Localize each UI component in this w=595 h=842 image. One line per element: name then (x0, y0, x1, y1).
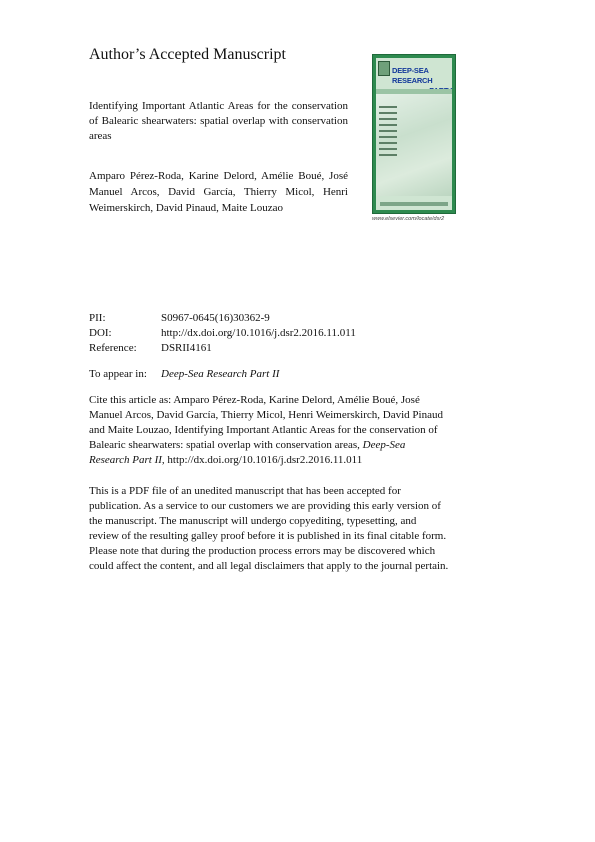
disclaimer-paragraph (89, 484, 495, 574)
cover-contents-list (379, 106, 397, 160)
elsevier-logo-icon (378, 61, 390, 76)
doi-link[interactable]: http://dx.doi.org/10.1016/j.dsr2.2016.11.011 (161, 327, 356, 339)
citation-journal-italic: Deep-Sea (362, 439, 406, 451)
reference-label: Reference: (89, 342, 137, 354)
citation-journal-italic: Research Part II, (89, 454, 165, 466)
journal-url-link[interactable]: www.elsevier.com/locate/dsr2 (372, 216, 445, 222)
pii-label: PII: (89, 312, 106, 324)
pii-value: S0967-0645(16)30362-9 (161, 312, 270, 324)
doi-label: DOI: (89, 327, 112, 339)
citation-block (89, 393, 493, 468)
disclaimer-line: could affect the content, and all legal disclaimers that apply to the journal pertain. (89, 560, 449, 572)
citation-line: and Maite Louzao, Identifying Important Atlantic Areas for the conservation of (89, 424, 438, 436)
disclaimer-line: review of the resulting galley proof before it is published in its final citable form. (89, 530, 447, 542)
citation-line: Balearic shearwaters: spatial overlap with conservation areas, Deep-Sea (89, 439, 406, 451)
citation-doi-link[interactable]: http://dx.doi.org/10.1016/j.dsr2.2016.11.011 (167, 454, 363, 466)
manuscript-heading: Author’s Accepted Manuscript (89, 46, 286, 63)
reference-value: DSRII4161 (161, 342, 212, 354)
disclaimer-line: Please note that during the production process errors may be discovered which (89, 545, 436, 557)
citation-line: Manuel Arcos, David García, Thierry Micol, Henri Weimerskirch, David Pinaud (89, 409, 443, 421)
disclaimer-line: This is a PDF file of an unedited manuscript that has been accepted for (89, 485, 401, 497)
appear-in-label: To appear in: (89, 368, 147, 380)
author-list: Amparo Pérez-Roda, Karine Delord, Amélie Boué, José Manuel Arcos, David García, Thierry Micol, Henri Weimerskirch, David Pinaud, Maite Louzao (89, 170, 348, 214)
article-title: Identifying Important Atlantic Areas for the conservation of Balearic shearwaters: spatial overlap with conservation areas (89, 100, 348, 142)
cover-journal-name: DEEP-SEA RESEARCH (392, 66, 433, 85)
citation-line (89, 453, 493, 468)
journal-cover-image (372, 54, 456, 214)
disclaimer-line: publication. As a service to our customers we are providing this early version of (89, 500, 441, 512)
citation-line: Cite this article as: Amparo Pérez-Roda, Karine Delord, Amélie Boué, José (89, 394, 420, 406)
appear-in-journal: Deep-Sea Research Part II (161, 368, 280, 380)
disclaimer-line: the manuscript. The manuscript will undergo copyediting, typesetting, and (89, 515, 417, 527)
